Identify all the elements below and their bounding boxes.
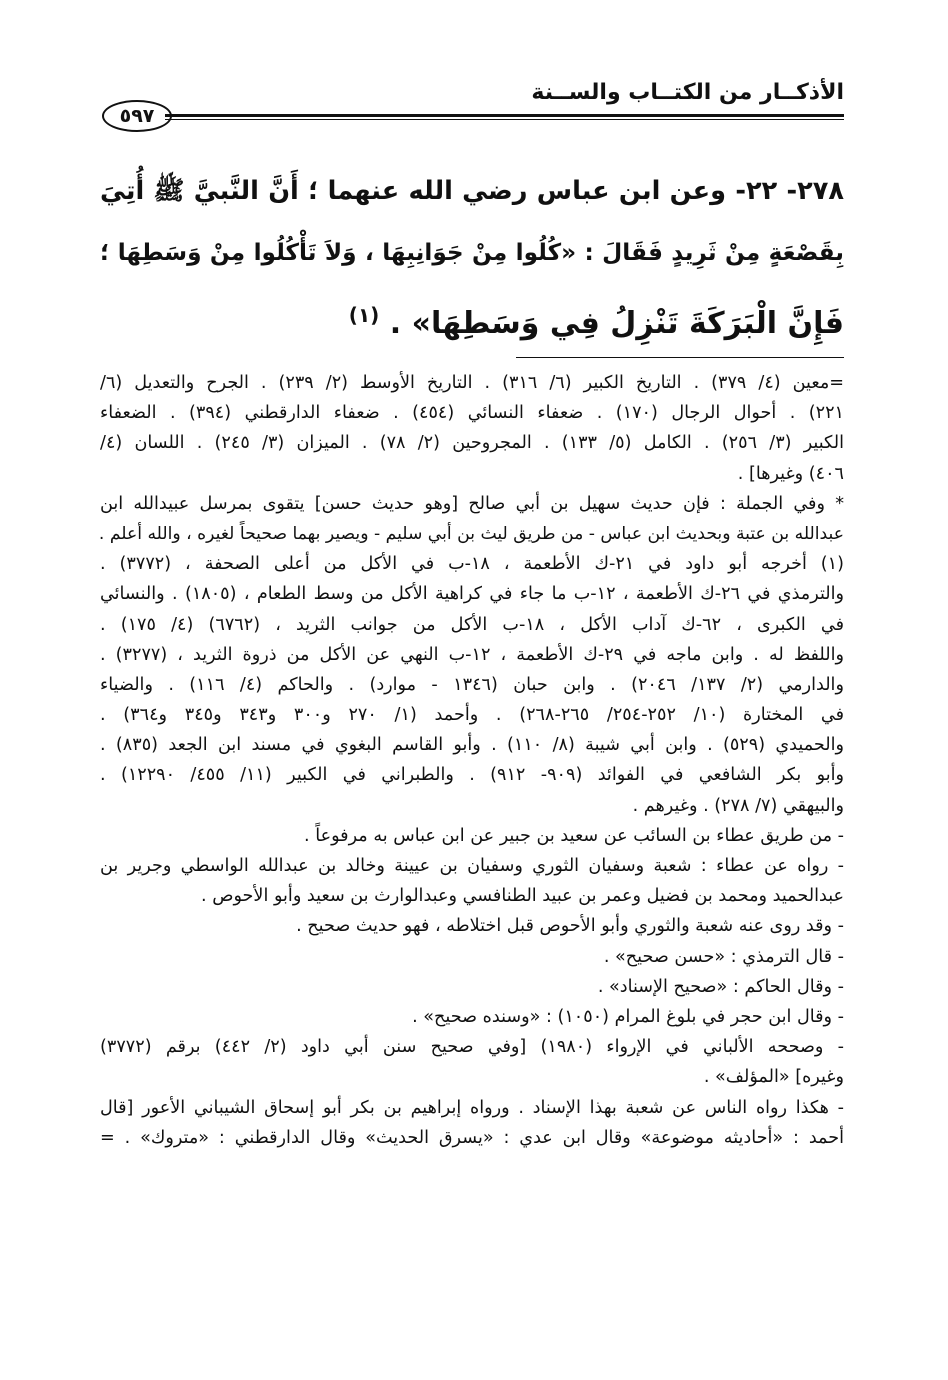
footnote-line: وغيره] «المؤلف» .: [703, 1067, 844, 1088]
footnote-line: * وفي الجملة : فإن حديث سهيل بن أبي صالح [وهو حديث حسن] يتقوى بمرسل عبيدالله ابن: [100, 493, 844, 514]
hadith-line: ٢٧٨- ٢٢- وعن ابن عباس رضي الله عنهما ؛ أَنَّ النَّبيَّ ﷺ أُتِيَ: [100, 176, 844, 206]
footnote-line: في الكبرى ، ٦٢-ك آداب الأكل ، ١٨-ب الأكل من جوانب الثريد ، (٦٧٦٢) (٤/ ١٧٥) .: [100, 614, 844, 635]
footnote-line: - رواه عن عطاء : شعبة وسفيان الثوري وسفيان بن عيينة وخالد بن عبدالله الواسطي وجرير بن: [100, 856, 844, 876]
header-rule: [165, 114, 844, 117]
page-number: ٥٩٧: [102, 100, 172, 132]
hadith-line-text: فَإِنَّ الْبَرَكَةَ تَنْزِلُ فِي وَسَطِهَا» .: [389, 306, 844, 341]
footnote-reference: (١): [348, 303, 380, 327]
footnotes: [100, 368, 844, 1153]
footnote-line: عبدالله بن عتبة وبحديث ابن عباس - من طريق ليث بن أبي سليم - ويصير بهما صحيحاً لغيره ، والله أعلم .: [98, 523, 844, 544]
footnote-line: - قال الترمذي : «حسن صحيح» .: [603, 946, 844, 967]
footnote-line: والبيهقي (٧/ ٢٧٨) . وغيرهم .: [632, 795, 844, 816]
footnote-separator: [516, 357, 844, 358]
footnote-line: عبدالحميد ومحمد بن فضيل وعمر بن عبيد الطنافسي وعبدالوارث بن سعيد وأبو الأحوص .: [201, 886, 844, 907]
footnote-line: والترمذي في ٢٦-ك الأطعمة ، ١٢-ب ما جاء في كراهية الأكل من وسط الطعام ، (١٨٠٥) . والنسائي: [100, 584, 844, 605]
running-header-title: الأذكــار من الكتــاب والســنة: [531, 80, 844, 105]
footnote-line: - وقال الحاكم : «صحيح الإسناد» .: [597, 976, 844, 997]
footnote-line: - وصححه الألباني في الإرواء (١٩٨٠) [وفي صحيح سنن أبي داود (٢/ ٤٤٢) برقم (٣٧٧٢): [100, 1037, 844, 1058]
footnote-line: وأبو بكر الشافعي في الفوائد (٩٠٩- ٩١٢) . والطبراني في الكبير (١١/ ٤٥٥/ ١٢٢٩٠) .: [100, 765, 844, 786]
hadith-line: [100, 284, 844, 346]
hadith-text: [100, 160, 844, 346]
footnote-line: (١) أخرجه أبو داود في ٢١-ك الأطعمة ، ١٨-ب في الأكل من أعلى الصحفة ، (٣٧٧٢) .: [100, 554, 844, 575]
footnote-line: والحميدي (٥٢٩) . وابن أبي شيبة (٨/ ١١٠) . وأبو القاسم البغوي في مسند ابن الجعد (٨٣٥) .: [100, 735, 844, 756]
footnote-line: - من طريق عطاء بن السائب عن سعيد بن جبير عن ابن عباس به مرفوعاً .: [304, 825, 844, 846]
footnote-line: - وقد روى عنه شعبة والثوري وأبو الأحوص قبل اختلاطه ، فهو حديث صحيح .: [296, 916, 844, 937]
footnote-line: ٤٠٦) وغيرها] .: [737, 463, 844, 484]
footnote-line: في المختارة (١٠/ ٢٥٢-٢٥٤/ ٢٦٥-٢٦٨) . وأحمد (١/ ٢٧٠ و٣٠٠ و٣٤٣ و٣٤٥ و٣٦٤) .: [100, 705, 844, 726]
footnote-line: الكبير (٣/ ٢٥٦) . الكامل (٥/ ١٣٣) . المجروحين (٢/ ٧٨) . الميزان (٣/ ٢٤٥) . اللسان (٤/: [100, 433, 845, 454]
header-rule-thin: [165, 119, 844, 120]
footnote-line: ٢٢١) . أحوال الرجال (١٧٠) . ضعفاء النسائي (٤٥٤) . ضعفاء الدارقطني (٣٩٤) . الضعفاء: [100, 403, 844, 424]
footnote-line: والدارمي (٢/ ١٣٧/ ٢٠٤٦) . وابن حبان (١٣٤٦ - موارد) . والحاكم (٤/ ١١٦) . والضياء: [100, 674, 844, 695]
footnote-line: =معين (٤/ ٣٧٩) . التاريخ الكبير (٦/ ٣١٦) . التاريخ الأوسط (٢/ ٢٣٩) . الجرح والتعديل (٦/: [100, 373, 845, 393]
footnote-line: - هكذا رواه الناس عن شعبة بهذا الإسناد . ورواه إبراهيم بن بكر أبو إسحاق الشيباني الأعور [قال: [100, 1097, 844, 1118]
footnote-line: أحمد : «أحاديثه موضوعة» وقال ابن عدي : «يسرق الحديث» وقال الدارقطني : «متروك» . =: [100, 1127, 844, 1148]
hadith-line: بِقَصْعَةٍ مِنْ ثَرِيدٍ فَقَالَ : «كُلُوا مِنْ جَوَانِبِهَا ، وَلاَ تَأْكُلُوا مِنْ وَسَطِهَا ؛: [100, 239, 844, 266]
footnote-line: - وقال ابن حجر في بلوغ المرام (١٠٥٠) : «وسنده صحيح» .: [412, 1006, 844, 1027]
footnote-line: واللفظ له . وابن ماجه في ٢٩-ك الأطعمة ، ١٢-ب النهي عن الأكل من ذروة الثريد ، (٣٢٧٧) .: [100, 644, 844, 665]
